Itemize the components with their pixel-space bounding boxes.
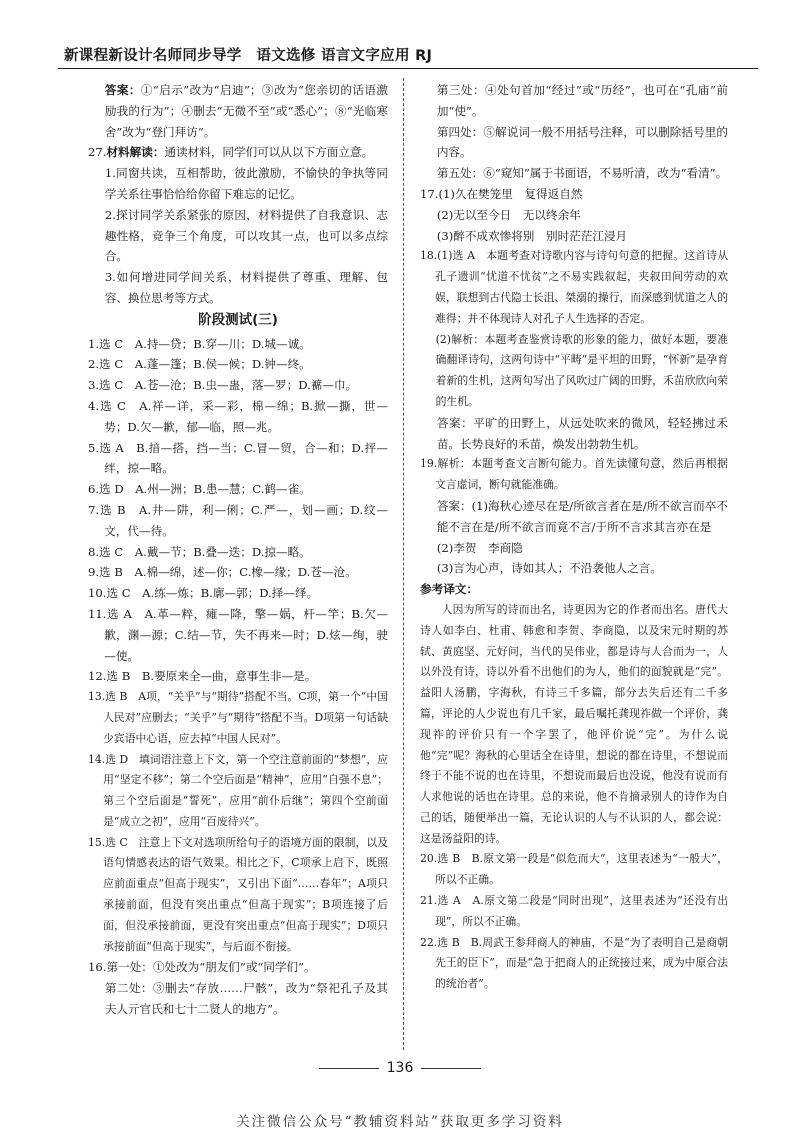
page-number-rule-left (319, 1068, 379, 1069)
answer-item: 18.(1)选 A 本题考查对诗歌内容与诗句句意的把握。这首诗从孔子遗训“忧道不忧贫”之不易实践叙起，夹叙田间劳动的欢娱，联想到古代隐士长沮、桀溺的操行，而深感到忧道之人的难得；并不体现诗人对孔子人生选择的否定。 (420, 249, 728, 325)
answer-item: 11.选 A A.革—粹，瘫—降，擎—娲，杆—竿；B.欠—歉，渊—源；C.结—节，失不再来—时；D.炫—绚，驶—使。 (88, 606, 388, 663)
answer-item: (3)醉不成欢惨将别 别时茫茫江浸月 (436, 228, 628, 243)
answer-item: 19.解析：本题考查文言断句能力。首先读懂句意，然后再根据文言虚词，断句就能准确。 (420, 457, 728, 492)
q27-number: 27. (88, 145, 107, 160)
answer-item: 答案：平旷的田野上，从远处吹来的微风，轻轻拂过禾苗。长势良好的禾苗，焕发出勃勃生机。 (436, 415, 728, 451)
answer-item: (3)言为心声，诗如其人；不沿袭他人之言。 (436, 561, 662, 576)
q27-point-2: 2.探讨同学关系紧张的原因，材料提供了自我意识、志趣性格，竞争三个角度，可以攻其一点，也可以多点综合。 (104, 207, 388, 264)
answer-item: 17.(1)久在樊笼里 复得返自然 (420, 186, 583, 201)
answer-item: 第四处：⑤解说词一般不用括号注释，可以删除括号里的内容。 (436, 124, 728, 160)
q27-point-1: 1.同窗共读，互相帮助，彼此激励，不愉快的争执等同学关系往事恰恰给你留下难忘的记忆。 (104, 166, 388, 201)
translation-label: 参考译文： (420, 582, 478, 597)
answer-paragraph (88, 80, 388, 142)
answer-text: ①“启示”改为“启迪”；③改为“您亲切的话语激励我的行为”；④删去“无微不至”或“悉心”；⑧“光临寒舍”改为“登门拜访”。 (104, 83, 388, 139)
answer-item: 4.选 C A.祥—详，采—彩，棉—绵；B.掀—撕，世—势；D.欠—歉，郁—临，照—兆。 (88, 398, 388, 434)
answer-item: 20.选 B B.原文第一段是“似危而大”，这里表述为“一般大”，所以不正确。 (420, 852, 728, 887)
answer-item: 12.选 B B.要原来全—曲，意事生非—是。 (88, 669, 317, 684)
right-column (420, 80, 728, 995)
answer-item: 1.选 C A.持—贷；B.穿—川；D.城—诚。 (88, 336, 311, 351)
answer-item: 15.选 C 注意上下文对选项所给句子的语境方面的限制，以及语句情感表达的语气效果。相比之下，C项承上启下，既照应前面重点“但高于现实”，又引出下面“……春年”；A项只承接前面，但没有突出重点“但高于现实”；B项连接了后面，但没承接前面，更没有突出重点“但高于现实”；D项只承接前面“但高于现实”，与后面不衔接。 (88, 835, 388, 953)
answer-item: 答案：(1)海秋心迹尽在是/所欲言者在是/所不欲言而卒不能不言在是/所不欲言而竟不言/于所不言求其言亦在是 (436, 498, 728, 534)
q27-label: 材料解读： (106, 145, 165, 160)
q27 (88, 142, 388, 163)
answer-item: 14.选 D 填词语注意上下文，第一个空注意前面的“梦想”，应用“坚定不移”；第二个空后面是“精神”，应用“自强不息”；第三个空后面是“誓死”，应用“前仆后继”；第四个空前面是“成立之初”，应用“百废待兴”。 (88, 752, 388, 828)
answer-item: 5.选 A B.揞—搭，挡—当；C.冒—贸，合—和；D.抨—绊，掠—略。 (88, 440, 388, 476)
left-column (88, 80, 388, 1020)
answer-item: 22.选 B B.周武王参拜商人的神庙，不是“为了表明自己是商朝先王的臣下”，而是“急于把商人的正统接过来，成为中原合法的统治者”。 (420, 935, 728, 991)
answer-item: 6.选 D A.州—洲；B.患—慧；C.鹤—雀。 (88, 482, 311, 497)
answer-item: 2.选 C A.蓬—篷；B.侯—候；D.钟—终。 (88, 357, 311, 372)
answer-item: 8.选 C A.戴—节；B.叠—迭；D.掠—略。 (88, 544, 311, 559)
answer-label: 答案： (104, 83, 141, 97)
answer-item: 16.第一处：①处改为“朋友们”或“同学们”。 (88, 960, 316, 975)
page-number-rule-right (421, 1068, 481, 1069)
q27-point-3: 3.如何增进同学间关系，材料提供了尊重、理解、包容、换位思考等方式。 (104, 270, 388, 305)
answer-item: (2)李贺 李商隐 (436, 540, 523, 555)
page-number-text: 136 (386, 1060, 414, 1076)
answer-item: 第二处：③删去“存放……尸骸”，改为“祭祀孔子及其夫人亓官氏和七十二贤人的地方”。 (104, 981, 388, 1017)
answer-item: 第三处：④处句首加“经过”或“历经”，也可在“孔庙”前加“使”。 (436, 83, 728, 118)
answer-item: 7.选 B A.井—阱，利—俐；C.严—，划—画；D.纹—文，代—待。 (88, 502, 388, 538)
answer-item: 13.选 B A项，“关乎”与“期待”搭配不当。C项，第一个“中国人民对”应删去；“关乎”与“期待”搭配不当。D项第一句话缺少宾语中心语，应去掉“中国人民对”。 (88, 690, 388, 745)
answer-item: 3.选 C A.苍—沧；B.虫—蛊，落—罗；D.褯—巾。 (88, 378, 358, 393)
answer-item: 21.选 A A.原文第二段是“同时出现”，这里表述为“还没有出现”，所以不正确。 (420, 894, 728, 928)
answer-item: (2)无以至今日 无以终余年 (436, 207, 581, 222)
answer-item: 第五处：⑥“窥知”属于书面语，不易听清，改为“看清”。 (436, 166, 728, 181)
q27-text: 通读材料，同学们可以从以下方面立意。 (164, 145, 374, 160)
answer-item: 9.选 B A.棉—绵，述—你；C.橡—缘；D.苍—沧。 (88, 565, 357, 580)
footer-note: 关注微信公众号“教辅资料站”获取更多学习资料 (236, 1114, 564, 1130)
answer-item: 10.选 C A.练—炼；B.廓—郭；D.择—绎。 (88, 586, 319, 601)
answer-item: (2)解析：本题考查鉴赏诗歌的形象的能力，做好本题，要准确翻译诗句，这两句诗中“平畴”是平坦的田野，“怀新”是孕育着新的生机，这两句写出了风吹过广阔的田野，禾苗欣欣向荣的生机。 (435, 332, 728, 408)
page-number (0, 1060, 800, 1076)
translation-text: 人因为所写的诗而出名，诗更因为它的作者而出名。唐代大诗人如李白、杜甫、韩愈和李贺、李商隐，以及宋元时期的苏轼、黄庭坚、元好问，当代的吴伟业，都是诗与人合而为一，人以外没有诗，诗以外看不出他们的为人，他们的面貌就是“完”。益阳人汤鹏，字海秋，有诗三千多篇，部分去失后还有二千多篇，评论的人少说也有几千家，最后嘱托龚现祚做一个评价，龚现祚的评价只有一个字罢了，他评价说“完”。为什么说他“完”呢？海秋的心里话全在诗里，想说的都在诗里，不想说而终于不能不说的也在诗里，不想说而最后也没说，他没有说而有人求他说的话也在诗里。总的来说，他不肯摘录别人的诗作为自己的话，随便举出一篇，无论认识的人与不认识的人，都会说：这是汤益阳的诗。 (420, 602, 728, 845)
running-header: 新课程新设计名师同步导学 语文选修 语言文字应用 RJ (64, 48, 433, 64)
section-title: 阶段测试(三) (198, 311, 278, 328)
column-divider (403, 78, 404, 1050)
header-rule (58, 68, 758, 69)
